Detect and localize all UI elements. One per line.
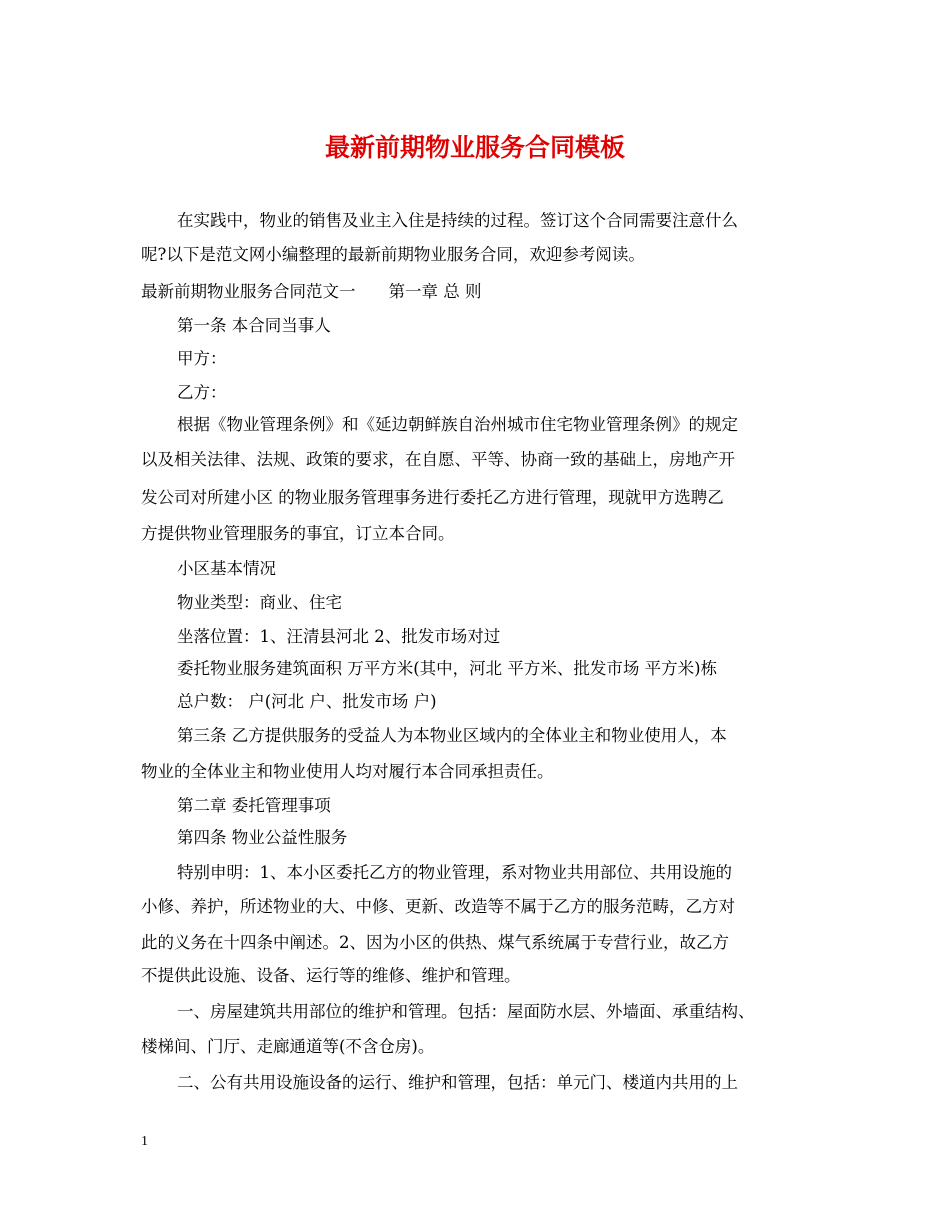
- paragraph-line: 甲方：: [177, 349, 227, 368]
- paragraph-line: 总户数： 户(河北 户、批发市场 户): [177, 692, 437, 711]
- paragraph-line: 楼梯间、门厅、走廊通道等(不含仓房)。: [141, 1037, 435, 1056]
- paragraph-line: 二、公有共用设施设备的运行、维护和管理，包括：单元门、楼道内共用的上: [177, 1073, 738, 1092]
- paragraph-line: 以及相关法律、法规、政策的要求，在自愿、平等、协商一致的基础上，房地产开: [141, 450, 735, 469]
- paragraph-line: 特别申明：1、本小区委托乙方的物业管理，系对物业共用部位、共用设施的: [177, 863, 732, 882]
- paragraph-line: 此的义务在十四条中阐述。2、因为小区的供热、煤气系统属于专营行业，故乙方: [141, 933, 729, 952]
- paragraph-line: 不提供此设施、设备、运行等的维修、维护和管理。: [141, 966, 521, 985]
- paragraph-line: 坐落位置：1、汪清县河北 2、批发市场对过: [177, 627, 501, 646]
- paragraph-line: 物业类型：商业、住宅: [177, 593, 342, 612]
- paragraph-line: 小区基本情况: [177, 559, 276, 578]
- paragraph-line: 一、房屋建筑共用部位的维护和管理。包括：屋面防水层、外墙面、承重结构、: [177, 1002, 755, 1021]
- page-number: 1: [141, 1134, 148, 1149]
- paragraph-line: 小修、养护，所述物业的大、中修、更新、改造等不属于乙方的服务范畴，乙方对: [141, 897, 735, 916]
- paragraph-line: 在实践中，物业的销售及业主入住是持续的过程。签订这个合同需要注意什么: [177, 211, 738, 230]
- paragraph-line: 物业的全体业主和物业使用人均对履行本合同承担责任。: [141, 762, 554, 781]
- paragraph-line: 乙方：: [177, 383, 227, 402]
- paragraph-line: 发公司对所建小区 的物业服务管理事务进行委托乙方进行管理，现就甲方选聘乙: [141, 488, 724, 507]
- paragraph-line: 第四条 物业公益性服务: [177, 828, 348, 847]
- paragraph-line: 方提供物业管理服务的事宜，订立本合同。: [141, 524, 455, 543]
- paragraph-line: 呢?以下是范文网小编整理的最新前期物业服务合同，欢迎参考阅读。: [141, 245, 645, 264]
- paragraph-line: 第三条 乙方提供服务的受益人为本物业区域内的全体业主和物业使用人，本: [177, 726, 727, 745]
- paragraph-line: 第一条 本合同当事人: [177, 316, 331, 335]
- document-title: 最新前期物业服务合同模板: [324, 133, 625, 162]
- paragraph-line: 最新前期物业服务合同范文一 第一章 总 则: [141, 282, 482, 301]
- paragraph-line: 第二章 委托管理事项: [177, 796, 331, 815]
- paragraph-line: 委托物业服务建筑面积 万平方米(其中，河北 平方米、批发市场 平方米)栋: [177, 659, 718, 678]
- paragraph-line: 根据《物业管理条例》和《延边朝鲜族自治州城市住宅物业管理条例》的规定: [177, 415, 738, 434]
